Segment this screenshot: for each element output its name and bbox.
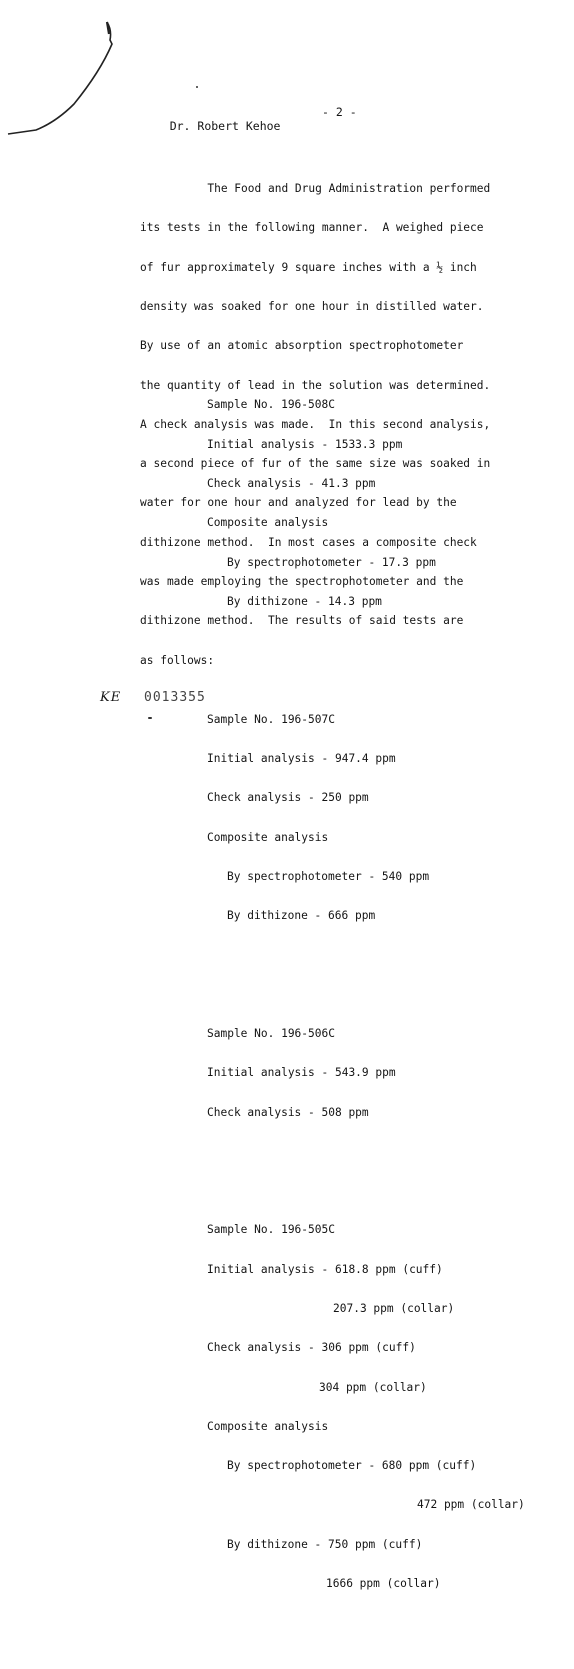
speck-mark xyxy=(196,86,198,88)
sample-results xyxy=(207,333,525,1669)
body-line: density was soaked for one hour in distilled water. xyxy=(140,300,484,314)
initial-analysis: Initial analysis - 543.9 ppm xyxy=(207,1066,396,1080)
body-line: a second piece of fur of the same size was soaked in xyxy=(140,457,491,471)
sample-title: Sample No. 196-505C xyxy=(207,1223,335,1237)
dithizone-result: By dithizone - 14.3 ppm xyxy=(227,594,382,608)
body-line: water for one hour and analyzed for lead by the xyxy=(140,496,457,510)
check-analysis: Check analysis - 250 ppm xyxy=(207,791,369,805)
check-analysis: Check analysis - 306 ppm (cuff) xyxy=(207,1341,416,1355)
sample-block xyxy=(207,372,525,634)
initial-analysis: Initial analysis - 618.8 ppm (cuff) xyxy=(207,1262,443,1276)
dithizone-result-continued: 1666 ppm (collar) xyxy=(326,1576,441,1590)
spectro-result-continued: 472 ppm (collar) xyxy=(417,1498,525,1512)
composite-label: Composite analysis xyxy=(207,516,329,530)
sample-block xyxy=(207,1001,525,1145)
body-line: dithizone method. In most cases a composite check xyxy=(140,535,477,549)
spectro-result: By spectrophotometer - 680 ppm (cuff) xyxy=(227,1459,477,1473)
initial-analysis-continued: 207.3 ppm (collar) xyxy=(333,1301,455,1315)
body-line: as follows: xyxy=(140,653,215,667)
body-line: The Food and Drug Administration performed xyxy=(140,182,491,196)
letter-header xyxy=(142,105,442,161)
document-footer xyxy=(100,690,206,705)
recipient-name: Dr. Robert Kehoe xyxy=(169,119,281,133)
dithizone-result: By dithizone - 666 ppm xyxy=(227,909,376,923)
body-line: was made employing the spectrophotometer and the xyxy=(140,575,464,588)
composite-label: Composite analysis xyxy=(207,830,329,844)
body-line: dithizone method. The results of said tests are xyxy=(140,614,464,628)
initial-analysis: Initial analysis - 947.4 ppm xyxy=(207,752,396,765)
initial-analysis: Initial analysis - 1533.3 ppm xyxy=(207,437,403,451)
body-line: A check analysis was made. In this second analysis, xyxy=(140,417,491,431)
sample-title: Sample No. 196-506C xyxy=(207,1026,335,1040)
body-line: the quantity of lead in the solution was determined. xyxy=(140,378,491,392)
document-number: 0013355 xyxy=(144,690,206,705)
body-line: its tests in the following manner. A weighed piece xyxy=(140,221,484,235)
body-line: By use of an atomic absorption spectrophotometer xyxy=(140,339,464,353)
page-number: - 2 - xyxy=(322,105,357,119)
sample-title: Sample No. 196-507C xyxy=(207,712,335,726)
dithizone-result: By dithizone - 750 ppm (cuff) xyxy=(227,1537,423,1551)
check-analysis: Check analysis - 41.3 ppm xyxy=(207,477,376,491)
body-line: of fur approximately 9 square inches with a ½ inch xyxy=(140,260,477,274)
speck-mark xyxy=(148,717,152,719)
composite-label: Composite analysis xyxy=(207,1419,329,1433)
sample-block xyxy=(207,1197,525,1616)
corner-pen-mark xyxy=(0,0,130,140)
sample-title: Sample No. 196-508C xyxy=(207,398,335,412)
check-analysis-continued: 304 ppm (collar) xyxy=(319,1380,427,1394)
spectro-result: By spectrophotometer - 17.3 ppm xyxy=(227,555,436,569)
spectro-result: By spectrophotometer - 540 ppm xyxy=(227,869,430,883)
footer-initials: KE xyxy=(100,690,122,705)
sample-block xyxy=(207,687,525,949)
check-analysis: Check analysis - 508 ppm xyxy=(207,1105,369,1119)
